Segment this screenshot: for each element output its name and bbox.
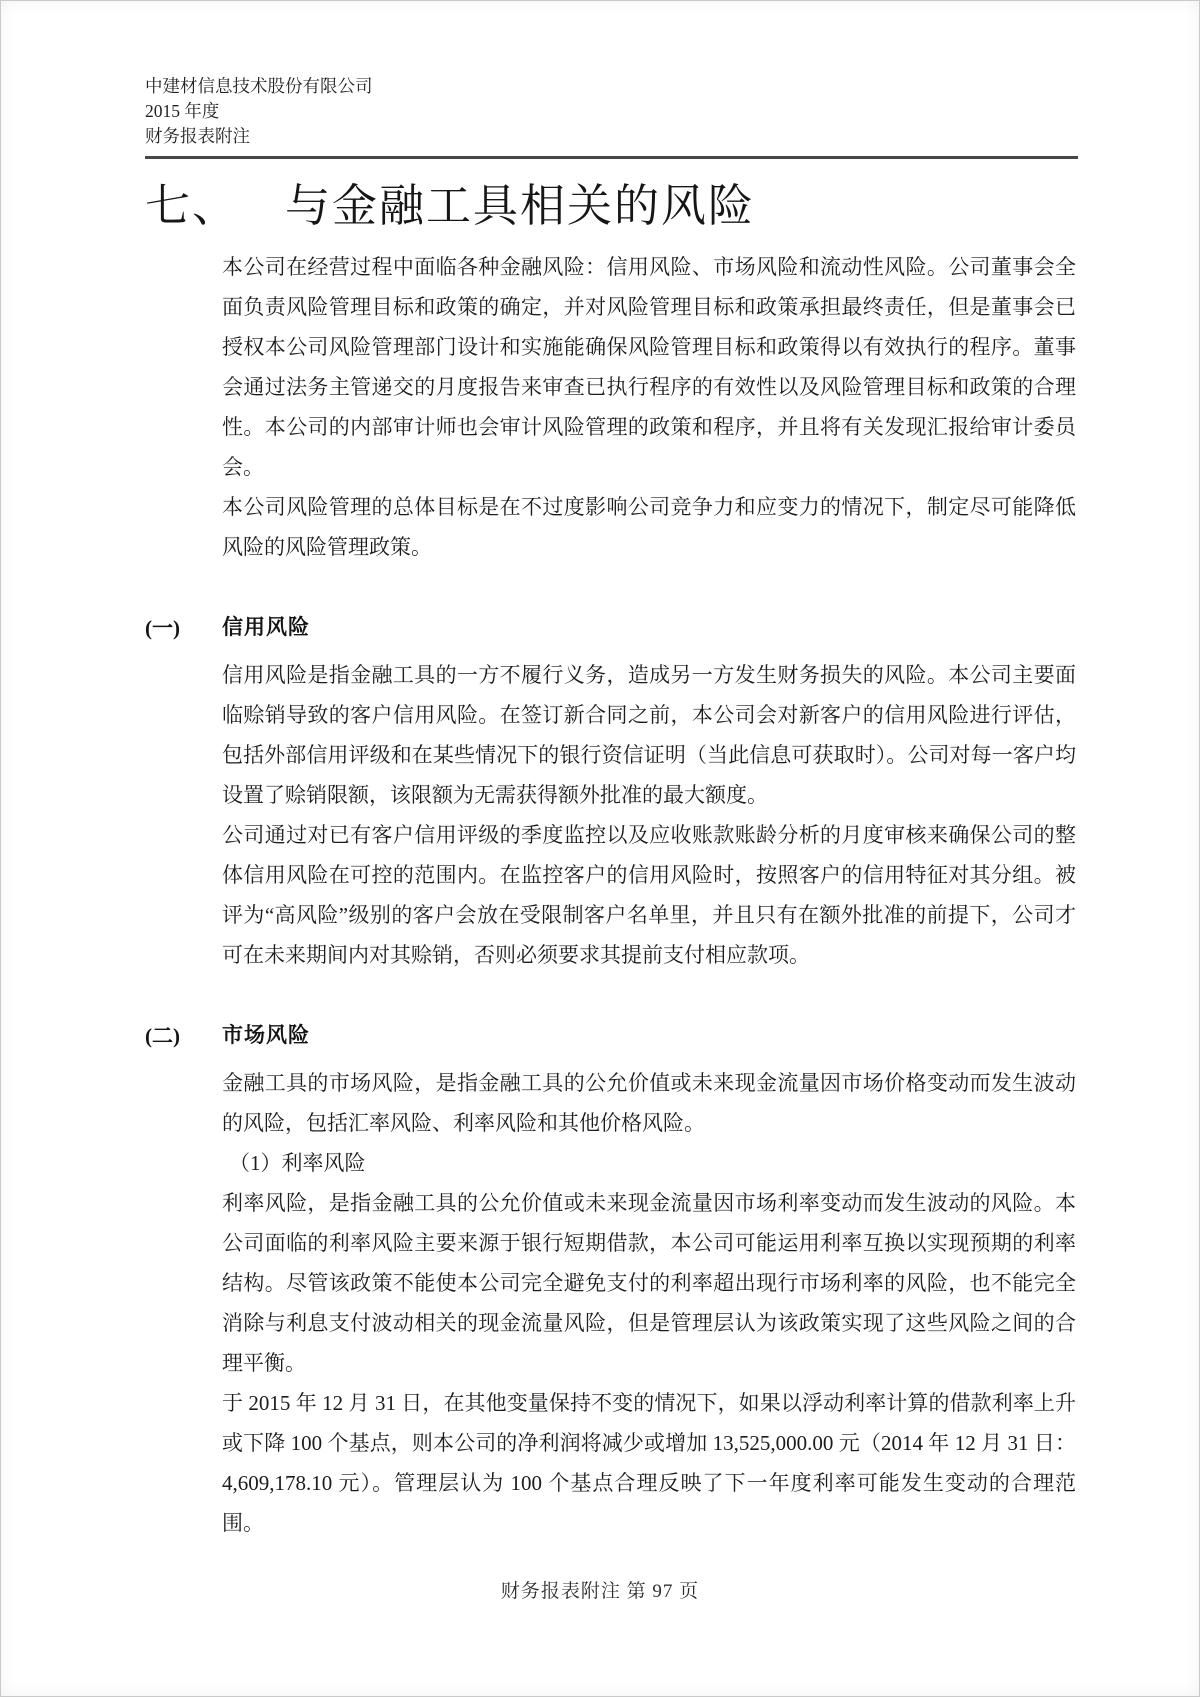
page-header <box>0 0 1200 149</box>
body-paragraph: 金融工具的市场风险，是指金融工具的公允价值或未来现金流量因市场价格变动而发生波动的风险，包括汇率风险、利率风险和其他价格风险。 <box>222 1070 1076 1135</box>
section-heading <box>145 613 1076 643</box>
intro-paragraphs <box>222 247 1076 567</box>
body-paragraph: 公司通过对已有客户信用评级的季度监控以及应收账款账龄分析的月度审核来确保公司的整体信用风险在可控的范围内。在监控客户的信用风险时，按照客户的信用特征对其分组。被评为“高风险”级别的客户会放在受限制客户名单里，并且只有在额外批准的前提下，公司才可在未来期间内对其赊销，否则必须要求其提前支付相应款项。 <box>222 822 1076 967</box>
header-company-name: 中建材信息技术股份有限公司 <box>145 76 373 96</box>
section-credit-risk <box>0 613 1200 975</box>
page-title <box>145 181 1078 233</box>
section-label: (一) <box>145 615 180 640</box>
header-fiscal-year: 2015 年度 <box>145 101 220 121</box>
intro-paragraph: 本公司风险管理的总体目标是在不过度影响公司竞争力和应变力的情况下，制定尽可能降低风险的风险管理政策。 <box>222 494 1076 559</box>
footer-page-label: 财务报表附注 第 97 页 <box>500 1581 700 1602</box>
section-body <box>222 655 1076 975</box>
body-paragraph: 利率风险，是指金融工具的公允价值或未来现金流量因市场利率变动而发生波动的风险。本公司面临的利率风险主要来源于银行短期借款，本公司可能运用利率互换以实现预期的利率结构。尽管该政策不能使本公司完全避免支付的利率超出现行市场利率的风险，也不能完全消除与利息支付波动相关的现金流量风险，但是管理层认为该政策实现了这些风险之间的合理平衡。 <box>222 1190 1076 1375</box>
header-doc-type: 财务报表附注 <box>145 126 250 146</box>
header-divider <box>145 156 1078 159</box>
subsection-heading-interest-rate-risk: （1）利率风险 <box>229 1150 366 1175</box>
section-heading-text: 市场风险 <box>222 1023 310 1047</box>
body-paragraph: 信用风险是指金融工具的一方不履行义务，造成另一方发生财务损失的风险。本公司主要面临赊销导致的客户信用风险。在签订新合同之前，本公司会对新客户的信用风险进行评估，包括外部信用评级和在某些情况下的银行资信证明（当此信息可获取时）。公司对每一客户均设置了赊销限额，该限额为无需获得额外批准的最大额度。 <box>222 662 1076 807</box>
section-body <box>222 1063 1076 1543</box>
section-market-risk <box>0 1021 1200 1543</box>
page-footer <box>0 1576 1200 1603</box>
section-heading <box>145 1021 1076 1051</box>
page-title-number: 七、 <box>145 181 240 231</box>
section-heading-text: 信用风险 <box>222 615 310 639</box>
page-title-text: 与金融工具相关的风险 <box>285 181 756 231</box>
body-paragraph: 于 2015 年 12 月 31 日，在其他变量保持不变的情况下，如果以浮动利率计算的借款利率上升或下降 100 个基点，则本公司的净利润将减少或增加 13,525,000.00 元（2014 年 12 月 31 日：4,609,178.10 元）。管理层认为 100 个基点合理反映了下一年度利率可能发生变动的合理范围。 <box>222 1390 1076 1535</box>
section-label: (二) <box>145 1023 180 1048</box>
intro-paragraph: 本公司在经营过程中面临各种金融风险：信用风险、市场风险和流动性风险。公司董事会全面负责风险管理目标和政策的确定，并对风险管理目标和政策承担最终责任，但是董事会已授权本公司风险管理部门设计和实施能确保风险管理目标和政策得以有效执行的程序。董事会通过法务主管递交的月度报告来审查已执行程序的有效性以及风险管理目标和政策的合理性。本公司的内部审计师也会审计风险管理的政策和程序，并且将有关发现汇报给审计委员会。 <box>222 254 1076 479</box>
